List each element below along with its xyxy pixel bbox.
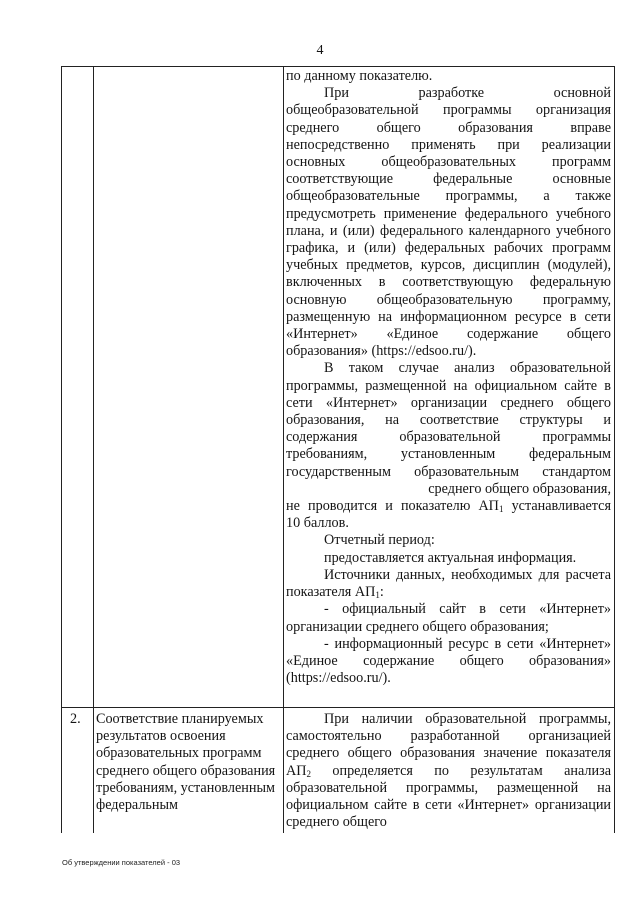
row1-paragraph-source-resource: - информационный ресурс в сети «Интернет» «Единое содержание общего образования» (https://edsoo.ru/). xyxy=(286,635,611,687)
table-border-left xyxy=(61,66,62,833)
table-row xyxy=(286,68,611,687)
page-number: 4 xyxy=(316,43,324,58)
table-row-divider xyxy=(61,707,615,708)
row2-number: 2. xyxy=(70,711,81,727)
row1-paragraph-period-label: Отчетный период: xyxy=(324,532,435,549)
row1-paragraph-score: не проводится и показателю $АП_1$ устанавливается xyxy=(286,498,612,515)
table-border-right xyxy=(614,66,615,833)
row2-method-text: При наличии образовательной программы, самостоятельно разработанной организацией среднего общего образования значение показателя $АП_2$ определяется по результатам анализа образовательной программы, размещенной на официальном сайте в сети «Интернет» организации среднего общего xyxy=(286,711,611,831)
row1-paragraph-federal-programs: При разработке основной общеобразовательной программы организация среднего общего образования вправе непосредственно применять при реализации основных общеобразовательных программ соответствующие федеральные основные общеобразовательные программы, а также предусмотреть применение федерального учебного плана, и (или) федерального календарного учебного графика, и (или) федеральных рабочих программ учебных предметов, курсов, дисциплин (модулей), включенных в соответствующую федеральную основную общеобразовательную программу, размещенную на информационном ресурсе в сети «Интернет» «Единое содержание общего образования» (https://edsoo.ru/). xyxy=(286,85,611,360)
row1-paragraph-intro: по данному показателю. xyxy=(286,68,433,84)
table-col-divider-1 xyxy=(93,66,94,833)
table-col-divider-2 xyxy=(283,66,284,833)
table-border-top xyxy=(61,66,615,67)
row2-indicator-name: Соответствие планируемых результатов освоения образовательных программ среднего общего образования требованиям, установленным федеральным xyxy=(96,711,276,814)
footer-document-id: Об утверждении показателей - 03 xyxy=(62,858,181,867)
row1-paragraph-points: 10 баллов. xyxy=(286,515,349,532)
row1-paragraph-source-site: - официальный сайт в сети «Интернет» организации среднего общего образования; xyxy=(286,601,611,635)
row1-paragraph-period-value: предоставляется актуальная информация. xyxy=(324,549,577,566)
row1-paragraph-sources: Источники данных, необходимых для расчета показателя $АП_1$: xyxy=(286,566,611,601)
row1-paragraph-analysis: В таком случае анализ образовательной программы, размещенной на официальном сайте в сети «Интернет» организации среднего общего образования, на соответствие структуры и содержания образовательной программы требованиям, установленным федеральным государственным образовательным стандартом среднего общего образования, xyxy=(286,360,611,497)
